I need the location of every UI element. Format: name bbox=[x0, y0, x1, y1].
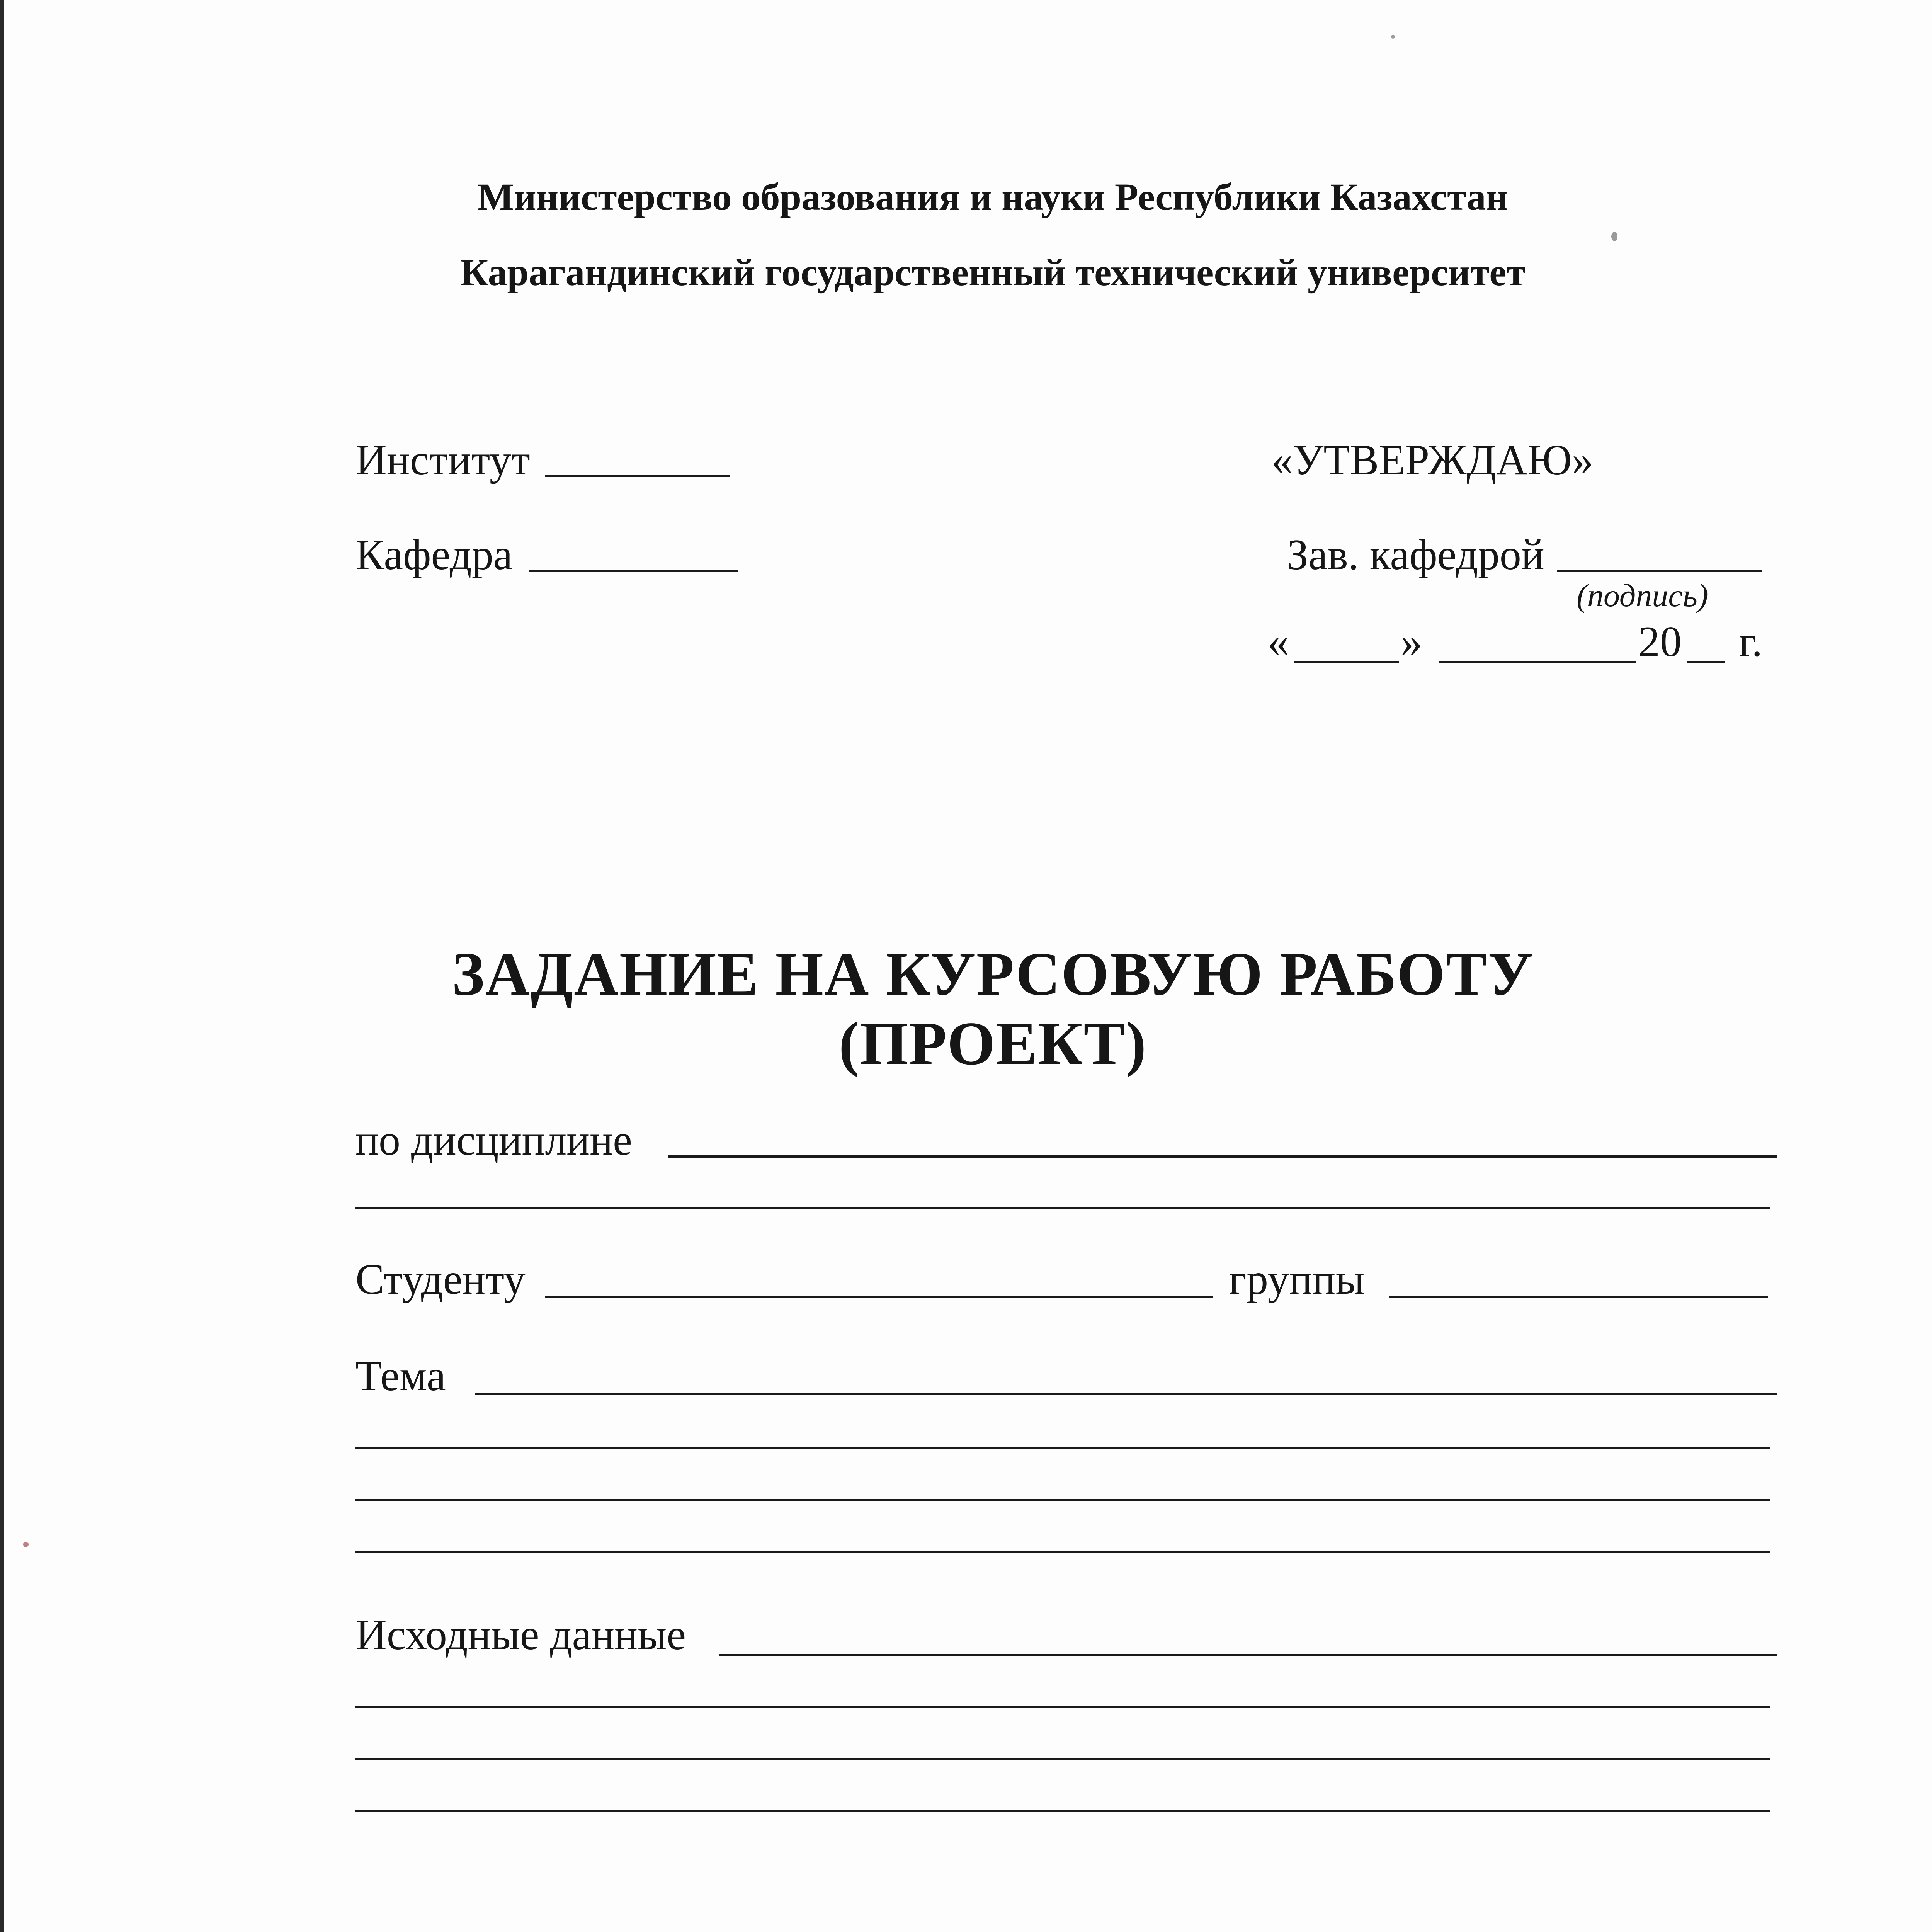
document-title: ЗАДАНИЕ НА КУРСОВУЮ РАБОТУ bbox=[452, 939, 1534, 1008]
approval-year-prefix: 20 bbox=[1638, 618, 1682, 666]
document-subtitle: (ПРОЕКТ) bbox=[838, 1009, 1147, 1078]
group-field[interactable] bbox=[1389, 1296, 1768, 1298]
department-label: Кафедра bbox=[355, 531, 513, 579]
institute-label: Институт bbox=[355, 436, 530, 484]
topic-field-line-2[interactable] bbox=[355, 1447, 1770, 1449]
topic-field[interactable] bbox=[475, 1393, 1777, 1395]
topic-label: Тема bbox=[355, 1352, 446, 1400]
initial-data-field-line-3[interactable] bbox=[355, 1758, 1770, 1760]
student-name-field[interactable] bbox=[545, 1296, 1213, 1298]
initial-data-field-line-2[interactable] bbox=[355, 1706, 1770, 1708]
approval-day-field[interactable] bbox=[1294, 661, 1399, 663]
group-label: группы bbox=[1229, 1255, 1365, 1303]
scan-speck bbox=[1611, 232, 1617, 241]
head-of-department-label: Зав. кафедрой bbox=[1287, 531, 1544, 579]
university-heading: Карагандинский государственный технический университет bbox=[460, 251, 1526, 294]
signature-hint: (подпись) bbox=[1577, 578, 1708, 614]
student-label: Студенту bbox=[355, 1255, 526, 1303]
topic-field-line-4[interactable] bbox=[355, 1551, 1770, 1553]
approval-year-field[interactable] bbox=[1687, 661, 1725, 663]
approval-year-suffix: г. bbox=[1739, 618, 1763, 666]
topic-field-line-3[interactable] bbox=[355, 1499, 1770, 1501]
initial-data-label: Исходные данные bbox=[355, 1611, 686, 1659]
department-field[interactable] bbox=[529, 570, 738, 572]
discipline-label: по дисциплине bbox=[355, 1116, 632, 1164]
discipline-field[interactable] bbox=[668, 1155, 1777, 1158]
scan-speck bbox=[23, 1542, 29, 1547]
head-signature-field[interactable] bbox=[1557, 570, 1762, 572]
initial-data-field-line-4[interactable] bbox=[355, 1810, 1770, 1812]
ministry-heading: Министерство образования и науки Республики Казахстан bbox=[477, 175, 1509, 218]
approval-date-open-quote: « bbox=[1267, 618, 1289, 666]
approval-month-field[interactable] bbox=[1439, 661, 1636, 663]
initial-data-field[interactable] bbox=[719, 1654, 1777, 1656]
approve-label: «УТВЕРЖДАЮ» bbox=[1271, 436, 1594, 484]
approval-date-close-quote: » bbox=[1401, 618, 1422, 666]
institute-field[interactable] bbox=[545, 475, 730, 477]
discipline-field-line-2[interactable] bbox=[355, 1208, 1770, 1209]
scan-speck bbox=[1391, 35, 1395, 39]
